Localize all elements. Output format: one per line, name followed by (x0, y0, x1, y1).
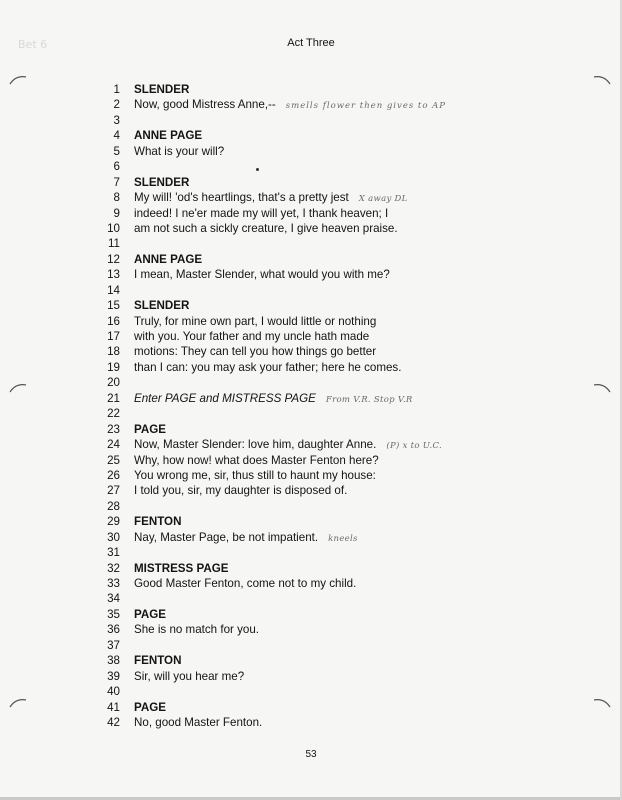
script-line (96, 329, 596, 344)
handwritten-blocking-note: kneels (328, 533, 358, 544)
line-number: 7 (113, 175, 120, 189)
dialogue-text: What is your will? (134, 144, 225, 158)
dialogue-text: Good Master Fenton, come not to my child. (134, 577, 357, 590)
line-number: 41 (107, 700, 120, 714)
line-number: 3 (113, 113, 120, 127)
script-line (96, 545, 596, 560)
script-line (96, 530, 596, 545)
script-line (96, 514, 596, 529)
line-number: 25 (107, 453, 120, 467)
line-number: 11 (107, 237, 120, 251)
dialogue-text: Now, good Mistress Anne,-- (134, 98, 276, 112)
line-number: 29 (107, 515, 120, 529)
script-line (96, 499, 596, 514)
speaker-name: PAGE (134, 700, 166, 714)
punch-hole-mark-left-bottom (8, 697, 28, 709)
dialogue-text: motions: They can tell you how things go better (134, 345, 377, 359)
script-line (96, 128, 596, 143)
script-line (96, 113, 596, 128)
script-line (96, 314, 596, 329)
script-line (96, 669, 596, 684)
script-line (96, 267, 596, 282)
line-number: 26 (107, 468, 120, 482)
line-number: 34 (107, 592, 120, 606)
line-number: 33 (107, 577, 120, 590)
dialogue-text: You wrong me, sir, thus still to haunt my house: (134, 468, 376, 482)
line-number: 35 (107, 607, 120, 621)
line-number: 10 (107, 221, 120, 235)
script-line (96, 159, 596, 174)
dialogue-text: Now, Master Slender: love him, daughter Anne. (134, 438, 377, 452)
script-line (96, 97, 596, 112)
script-line (96, 638, 596, 653)
speaker-name: PAGE (134, 607, 166, 621)
dialogue-text: My will! 'od's heartlings, that's a pretty jest (134, 191, 349, 205)
dialogue-text: Why, how now! what does Master Fenton here? (134, 453, 379, 467)
speaker-name: SLENDER (134, 299, 190, 313)
speaker-name: SLENDER (134, 175, 190, 189)
punch-hole-mark-left-middle (8, 382, 28, 394)
script-line (96, 453, 596, 468)
line-number: 36 (107, 623, 120, 637)
script-line (96, 422, 596, 437)
punch-hole-mark-left-top (8, 74, 28, 86)
speaker-name: ANNE PAGE (134, 252, 203, 266)
faint-pencil-mark: Bet 6 (18, 38, 48, 51)
line-number: 16 (107, 314, 120, 328)
script-line (96, 700, 596, 715)
script-line (96, 344, 596, 359)
line-number: 24 (107, 438, 120, 452)
line-number: 28 (107, 499, 120, 513)
script-line (96, 175, 596, 190)
punch-hole-mark-right-bottom (592, 697, 612, 709)
line-number: 42 (107, 715, 120, 729)
line-number: 32 (107, 561, 120, 575)
line-number: 37 (107, 638, 120, 652)
dialogue-text: with you. Your father and my uncle hath made (134, 330, 370, 343)
script-line (96, 653, 596, 668)
script-line (96, 82, 596, 97)
script-line (96, 406, 596, 421)
script-line (96, 360, 596, 375)
script-line (96, 622, 596, 637)
line-number: 22 (107, 407, 120, 421)
dialogue-text: I mean, Master Slender, what would you with me? (134, 268, 390, 282)
line-number: 19 (107, 360, 120, 374)
line-number: 27 (107, 484, 120, 498)
line-number: 14 (107, 283, 120, 297)
line-number: 20 (107, 376, 120, 390)
dialogue-text: Sir, will you hear me? (134, 669, 245, 683)
script-line (96, 144, 596, 159)
line-number: 13 (107, 268, 120, 282)
script-line (96, 576, 596, 591)
page-number: 53 (305, 749, 317, 760)
script-line (96, 375, 596, 390)
line-number: 6 (113, 160, 120, 174)
dialogue-text: am not such a sickly creature, I give heaven praise. (134, 221, 398, 235)
act-title: Act Three (287, 37, 335, 49)
dialogue-text: No, good Master Fenton. (134, 715, 263, 729)
punch-hole-mark-right-top (592, 74, 612, 86)
speaker-name: PAGE (134, 422, 166, 436)
script-line (96, 391, 596, 406)
script-line (96, 483, 596, 498)
script-line (96, 252, 596, 267)
script-line (96, 283, 596, 298)
stage-direction: Enter PAGE and MISTRESS PAGE (134, 391, 316, 405)
speaker-name: ANNE PAGE (134, 129, 203, 143)
script-line (96, 298, 596, 313)
handwritten-blocking-note: From V.R. Stop V.R (325, 394, 413, 405)
script-line (96, 684, 596, 699)
line-number: 17 (107, 330, 120, 343)
line-number: 9 (113, 206, 120, 220)
line-number: 30 (107, 530, 120, 544)
line-number: 39 (107, 669, 120, 683)
line-number: 40 (107, 685, 120, 699)
line-number: 1 (113, 83, 120, 96)
dialogue-text: Truly, for mine own part, I would little or nothing (134, 314, 377, 328)
handwritten-blocking-note: (P) x to U.C. (386, 441, 442, 452)
line-number: 38 (107, 654, 120, 668)
script-line (96, 236, 596, 251)
line-number: 15 (107, 299, 120, 313)
dialogue-text: indeed! I ne'er made my will yet, I thank heaven; I (134, 206, 389, 220)
line-number: 2 (113, 98, 120, 112)
dialogue-text: than I can: you may ask your father; here he comes. (134, 360, 402, 374)
line-number: 8 (113, 191, 120, 205)
line-number: 12 (107, 252, 120, 266)
speaker-name: FENTON (134, 654, 182, 668)
handwritten-blocking-note: smells flower then gives to AP (285, 101, 447, 112)
script-line (96, 206, 596, 221)
script-line (96, 715, 596, 730)
script-line (96, 437, 596, 452)
line-number: 23 (107, 422, 120, 436)
script-line (96, 607, 596, 622)
line-number: 21 (107, 391, 120, 405)
speaker-name: SLENDER (134, 83, 190, 96)
speaker-name: MISTRESS PAGE (134, 561, 229, 575)
dialogue-text: Nay, Master Page, be not impatient. (134, 530, 319, 544)
line-number: 5 (113, 144, 120, 158)
line-number: 4 (113, 129, 120, 143)
script-line (96, 561, 596, 576)
dialogue-text: She is no match for you. (134, 623, 260, 637)
dialogue-text: I told you, sir, my daughter is disposed of. (134, 484, 348, 498)
punch-hole-mark-right-middle (592, 382, 612, 394)
script-line (96, 221, 596, 236)
script-lines (96, 82, 596, 730)
script-line (96, 468, 596, 483)
pencil-dot (256, 168, 259, 171)
script-line (96, 190, 596, 205)
speaker-name: FENTON (134, 515, 182, 529)
script-line (96, 591, 596, 606)
handwritten-blocking-note: X away DL (358, 194, 408, 205)
line-number: 31 (107, 546, 120, 560)
line-number: 18 (107, 345, 120, 359)
